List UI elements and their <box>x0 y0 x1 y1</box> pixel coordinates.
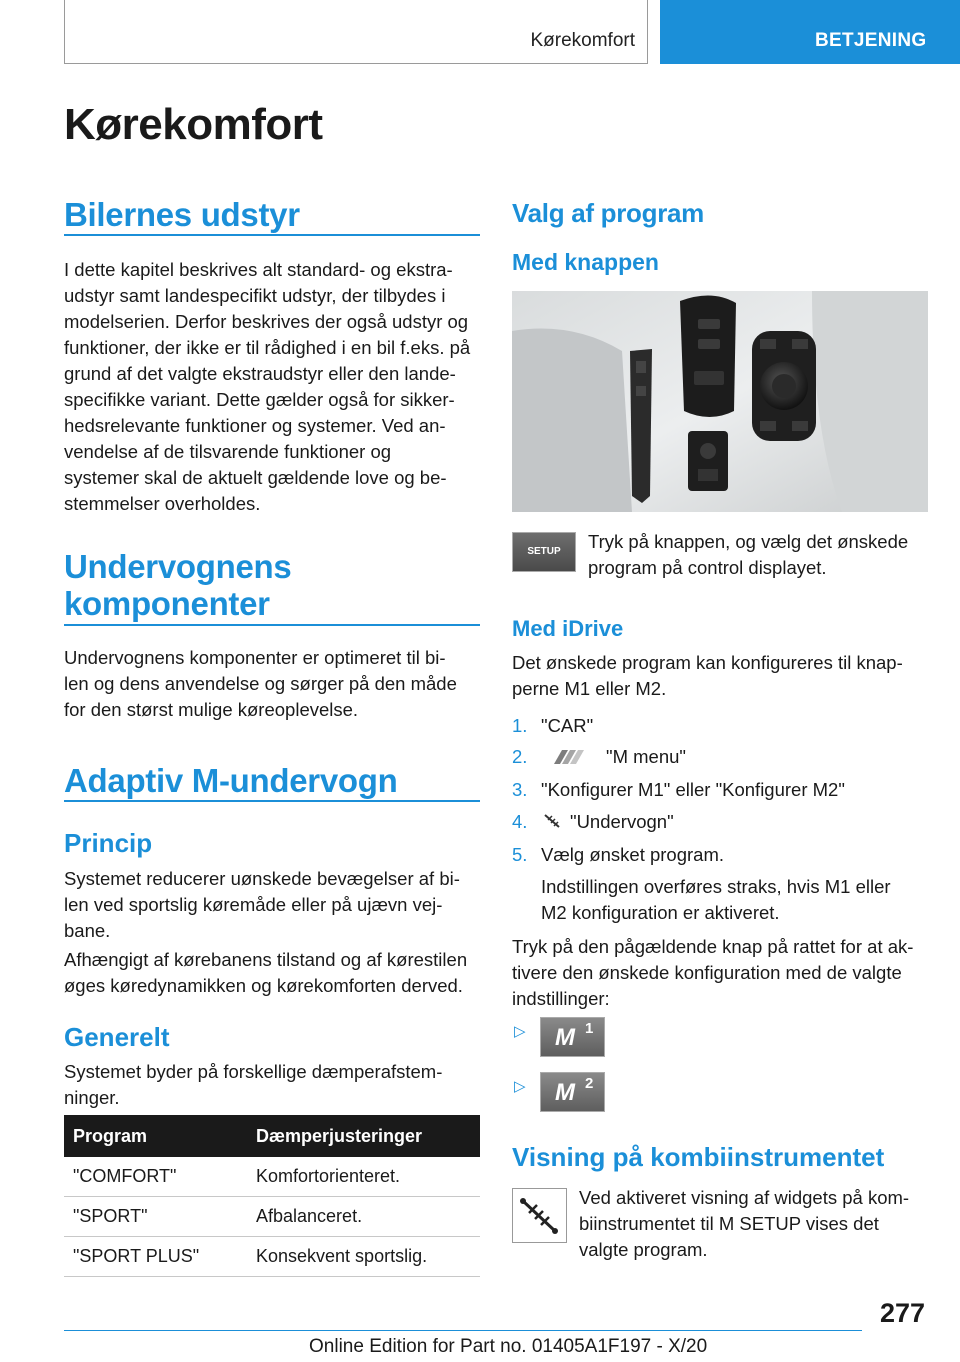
table-row <box>64 1197 480 1237</box>
damper-table <box>64 1115 480 1277</box>
step-text: "Konfigurer M1" eller "Konfigurer M2" <box>541 779 845 800</box>
footer-edition: Online Edition for Part no. 01405A1F197 - X/20 <box>309 1336 708 1357</box>
section-title-valg: Valg af program <box>512 198 704 228</box>
section-rule <box>64 800 480 802</box>
table-header-daemper: Dæmperjusteringer <box>247 1115 480 1157</box>
m1-number: 1 <box>585 1020 594 1037</box>
table-header-program: Program <box>64 1115 247 1157</box>
center-console-photo-svg <box>512 291 928 512</box>
center-console-photo <box>512 291 928 512</box>
step-number: 3. <box>512 779 528 800</box>
section-title-udstyr: Bilernes udstyr <box>64 196 300 233</box>
step-number: 2. <box>512 746 528 767</box>
paragraph-idrive: Det ønskede program kan konfigureres til knap- perne M1 eller M2. <box>512 652 903 699</box>
paragraph-setup: Tryk på knappen, og vælg det ønskede program på control displayet. <box>588 531 909 578</box>
table-row <box>64 1157 480 1197</box>
table-header-row <box>64 1115 480 1157</box>
step-number: 4. <box>512 811 528 832</box>
step-text: "M menu" <box>606 746 686 767</box>
subheading-med-knappen: Med knappen <box>512 249 659 275</box>
section-title-adaptiv: Adaptiv M-undervogn <box>64 762 398 799</box>
page-title: Kørekomfort <box>64 100 323 149</box>
section-rule <box>64 624 480 626</box>
paragraph-princip-2: Afhængigt af kørebanens tilstand og af kørestilen øges køredynamikken og kørekomforten derved. <box>64 949 468 996</box>
header-chapter-box <box>660 0 960 64</box>
m2-number: 2 <box>585 1075 594 1092</box>
setup-button-label: SETUP <box>527 546 561 557</box>
bullet-triangle-icon: ▷ <box>514 1023 526 1040</box>
step5-sub: Indstillingen overføres straks, hvis M1 eller M2 konfiguration er aktiveret. <box>541 876 891 923</box>
step-number: 1. <box>512 715 528 736</box>
m2-button-icon <box>540 1072 605 1112</box>
table-row <box>64 1237 480 1277</box>
m1-letter: M <box>555 1024 575 1051</box>
header-section-box <box>64 0 648 64</box>
section-rule <box>64 234 480 236</box>
step-text: Vælg ønsket program. <box>541 844 725 865</box>
bullet-triangle-icon: ▷ <box>514 1078 526 1095</box>
page-number: 277 <box>880 1298 926 1328</box>
m-stripes-icon <box>548 748 594 766</box>
subheading-visning: Visning på kombiinstrumentet <box>512 1142 885 1172</box>
subheading-princip: Princip <box>64 828 153 858</box>
suspension-icon <box>542 812 562 830</box>
footer-rule <box>64 1330 862 1331</box>
suspension-display-icon <box>512 1188 567 1243</box>
paragraph-udstyr: I dette kapitel beskrives alt standard- og ekstra- udstyr samt landespecifikt udstyr, der tilbydes i modelserien. Derfor beskrives der også udstyr og funktioner, der ikke er til rådighed i en bil f.eks. på grund af det valgte ekstraudstyr eller den lande- specifikke variant. Dette gælder også for sikker- hedsrelevante funktioner og systemer. Ved an- vendelse af de tilsvarende funktioner og systemer skal de aktuelt gældende love og be- stemmelser overholdes. <box>64 259 471 514</box>
table-cell: "SPORT PLUS" <box>64 1237 247 1277</box>
m1-button-icon <box>540 1017 605 1057</box>
setup-button-icon <box>512 532 576 572</box>
m2-letter: M <box>555 1079 575 1106</box>
table-cell: Komfortorienteret. <box>247 1157 480 1197</box>
table-cell: "SPORT" <box>64 1197 247 1237</box>
step-text: "Undervogn" <box>570 811 674 832</box>
table-cell: Konsekvent sportslig. <box>247 1237 480 1277</box>
header-section: Kørekomfort <box>530 30 635 51</box>
section-title-komponenter: Undervognens komponenter <box>64 548 292 622</box>
subheading-med-idrive: Med iDrive <box>512 616 624 641</box>
paragraph-visning: Ved aktiveret visning af widgets på kom- biinstrumentet til M SETUP vises det valgte program. <box>579 1187 910 1260</box>
paragraph-after-steps: Tryk på den pågældende knap på rattet for at ak- tivere den ønskede konfiguration med de valgte indstillinger: <box>512 936 914 1009</box>
step-text: "CAR" <box>541 715 594 736</box>
paragraph-komponenter: Undervognens komponenter er optimeret til bi- len og dens anvendelse og sørger på den måde for den størst mulige køreoplevelse. <box>64 647 457 720</box>
paragraph-princip: Systemet reducerer uønskede bevægelser af bi- len ved sportslig køremåde eller på ujævn vej- bane. <box>64 868 460 941</box>
table-cell: "COMFORT" <box>64 1157 247 1197</box>
step-number: 5. <box>512 844 528 865</box>
header-chapter: BETJENING <box>815 30 927 51</box>
paragraph-generelt: Systemet byder på forskellige dæmperafstem- ninger. <box>64 1061 443 1108</box>
table-cell: Afbalanceret. <box>247 1197 480 1237</box>
subheading-generelt: Generelt <box>64 1022 170 1052</box>
